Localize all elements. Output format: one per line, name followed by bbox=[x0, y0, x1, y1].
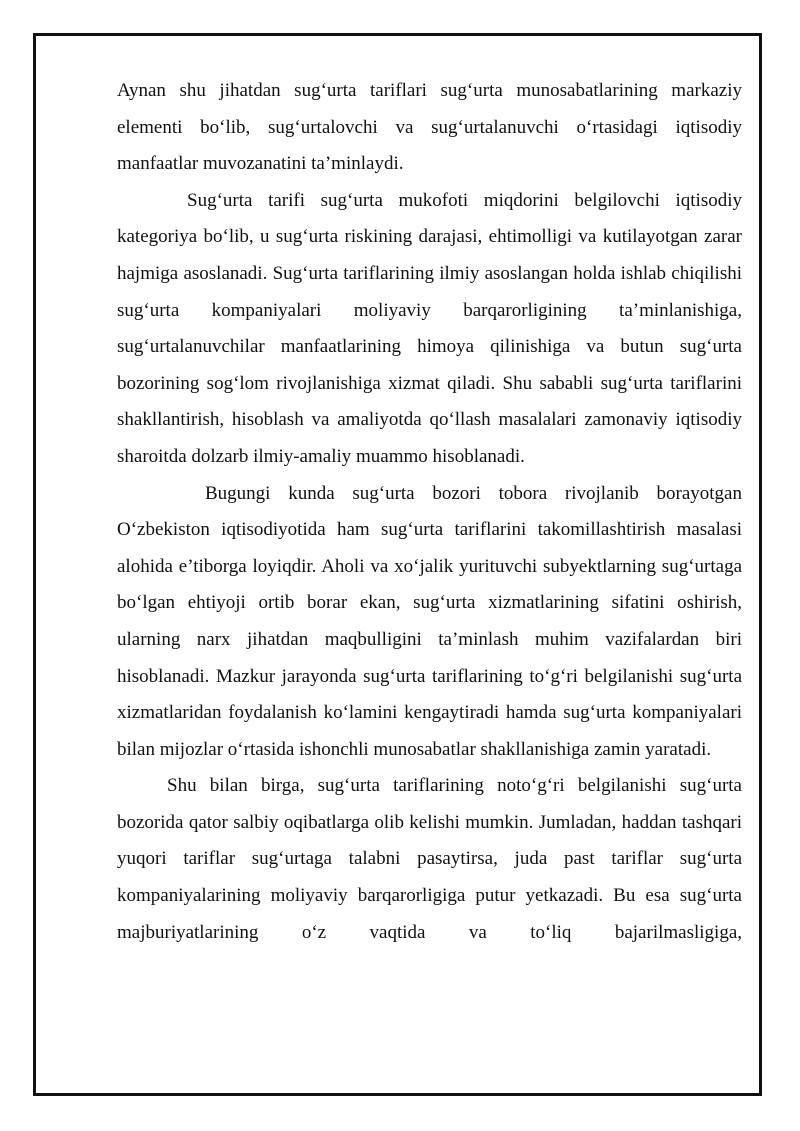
paragraph-4: Shu bilan birga, sug‘urta tariflarining noto‘g‘ri belgilanishi sug‘urta bozorida qator salbiy oqibatlarga olib kelishi mumkin. Jumladan, haddan tashqari yuqori tariflar sug‘urtaga talabni pasaytirsa, juda past tariflar sug‘urta kompaniyalarining moliyaviy barqarorligiga putur yetkazadi. Bu esa sug‘urta majburiyatlarining o‘z vaqtida va to‘liq bajarilmasligiga, bbox=[117, 775, 742, 943]
paragraph-2: Sug‘urta tarifi sug‘urta mukofoti miqdorini belgilovchi iqtisodiy kategoriya bo‘lib, u sug‘urta riskining darajasi, ehtimolligi va kutilayotgan zarar hajmiga asoslanadi. Sug‘urta tariflarining ilmiy asoslangan holda ishlab chiqilishi sug‘urta kompaniyalari moliyaviy barqarorligining ta’minlanishiga, sug‘urtalanuvchilar manfaatlarining himoya qilinishiga va butun sug‘urta bozorining sog‘lom rivojlanishiga xizmat qiladi. Shu sababli sug‘urta tariflarini shakllantirish, hisoblash va amaliyotda qo‘llash masalalari zamonaviy iqtisodiy sharoitda dolzarb ilmiy-amaliy muammo hisoblanadi. bbox=[117, 189, 742, 467]
paragraph-1: Aynan shu jihatdan sug‘urta tariflari sug‘urta munosabatlarining markaziy elementi bo‘lib, sug‘urtalovchi va sug‘urtalanuvchi o‘rtasidagi iqtisodiy manfaatlar muvozanatini ta’minlaydi. bbox=[117, 80, 742, 175]
paragraph-3: Bugungi kunda sug‘urta bozori tobora rivojlanib borayotgan O‘zbekiston iqtisodiyotida ham sug‘urta tariflarini takomillashtirish masalasi alohida e’tiborga loyiqdir. Aholi va xo‘jalik yurituvchi subyektlarning sug‘urtaga bo‘lgan ehtiyoji ortib borar ekan, sug‘urta xizmatlarining sifatini oshirish, ularning narx jihatdan maqbulligini ta’minlash muhim vazifalardan biri hisoblanadi. Mazkur jarayonda sug‘urta tariflarining to‘g‘ri belgilanishi sug‘urta xizmatlaridan foydalanish ko‘lamini kengaytiradi hamda sug‘urta kompaniyalari bilan mijozlar o‘rtasida ishonchli munosabatlar shakllanishiga zamin yaratadi. bbox=[117, 482, 742, 760]
document-body bbox=[117, 73, 742, 951]
